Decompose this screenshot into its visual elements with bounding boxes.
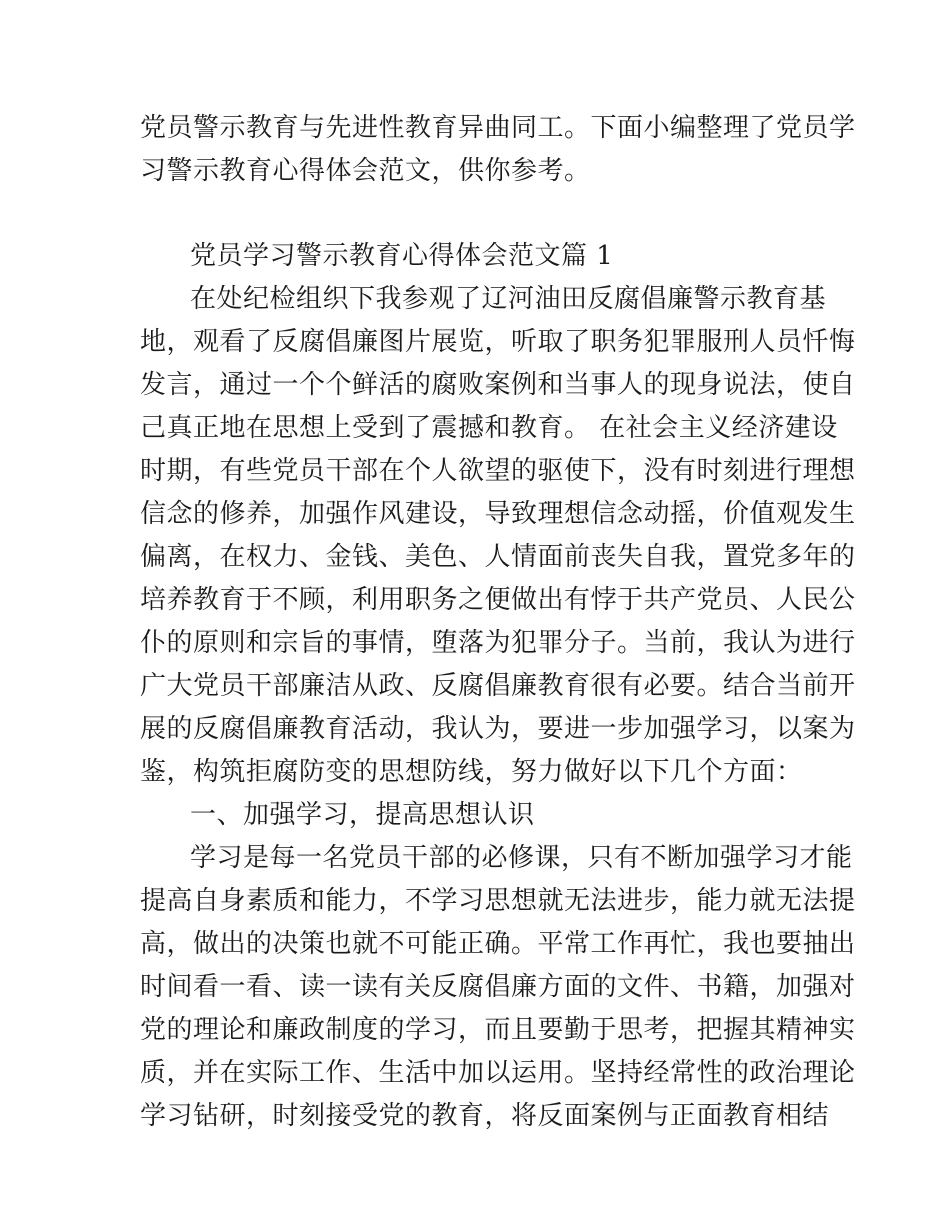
paragraph-line: 偏离，在权力、金钱、美色、人情面前丧失自我，置党多年的: [140, 542, 856, 572]
intro-line-1: 党员警示教育与先进性教育异曲同工。下面小编整理了党员学: [140, 113, 856, 143]
paragraph-line: 己真正地在思想上受到了震撼和教育。 在社会主义经济建设: [140, 413, 838, 443]
paragraph-line: 党的理论和廉政制度的学习，而且要勤于思考，把握其精神实: [140, 1015, 856, 1045]
paragraph-line: 质，并在实际工作、生活中加以运用。坚持经常性的政治理论: [140, 1058, 856, 1088]
paragraph-line: 时间看一看、读一读有关反腐倡廉方面的文件、书籍，加强对: [140, 972, 856, 1002]
section-title: 党员学习警示教育心得体会范文篇 1: [190, 241, 614, 271]
paragraph-line: 展的反腐倡廉教育活动，我认为，要进一步加强学习，以案为: [140, 714, 856, 744]
paragraph-line: 在处纪检组织下我参观了辽河油田反腐倡廉警示教育基: [190, 284, 827, 314]
paragraph-line: 学习是每一名党员干部的必修课，只有不断加强学习才能: [190, 843, 853, 873]
paragraph-line: 鉴，构筑拒腐防变的思想防线，努力做好以下几个方面：: [140, 757, 803, 787]
paragraph-line: 广大党员干部廉洁从政、反腐倡廉教育很有必要。结合当前开: [140, 671, 856, 701]
paragraph-line: 培养教育于不顾，利用职务之便做出有悖于共产党员、人民公: [140, 585, 856, 615]
paragraph-line: 高，做出的决策也就不可能正确。平常工作再忙，我也要抽出: [140, 929, 856, 959]
paragraph-line: 地，观看了反腐倡廉图片展览，听取了职务犯罪服刑人员忏悔: [140, 327, 856, 357]
paragraph-line: 提高自身素质和能力，不学习思想就无法进步，能力就无法提: [140, 886, 856, 916]
paragraph-line: 学习钻研，时刻接受党的教育，将反面案例与正面教育相结: [140, 1101, 830, 1131]
paragraph-line: 信念的修养，加强作风建设，导致理想信念动摇，价值观发生: [140, 499, 856, 529]
paragraph-line: 发言，通过一个个鲜活的腐败案例和当事人的现身说法，使自: [140, 370, 856, 400]
intro-line-2: 习警示教育心得体会范文，供你参考。: [140, 156, 591, 186]
paragraph-line: 仆的原则和宗旨的事情，堕落为犯罪分子。当前，我认为进行: [140, 628, 856, 658]
paragraph-line: 时期，有些党员干部在个人欲望的驱使下，没有时刻进行理想: [140, 456, 856, 486]
section-heading: 一、加强学习，提高思想认识: [190, 800, 535, 830]
